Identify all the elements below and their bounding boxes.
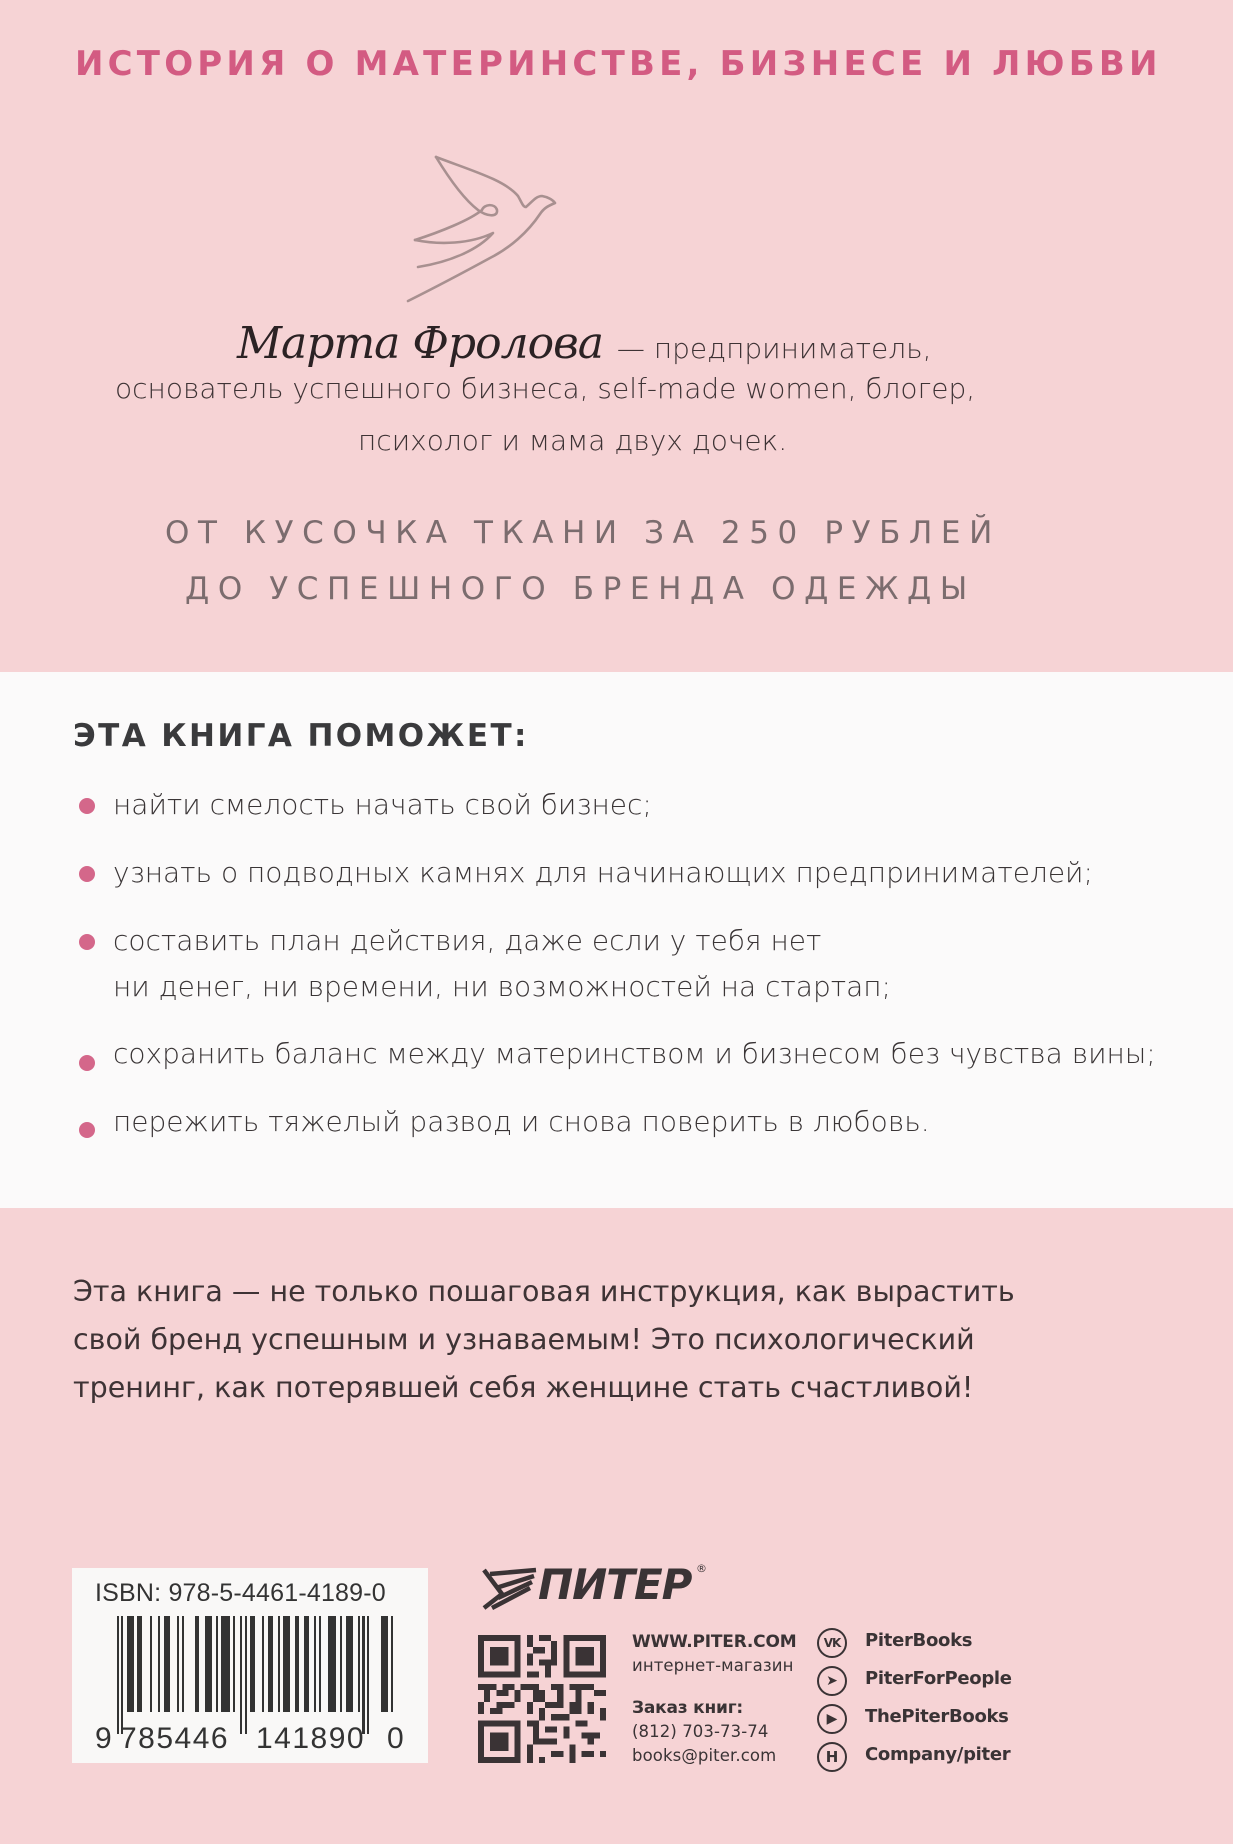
benefit-item: пережить тяжелый развод и снова поверить в любовь. <box>113 1105 930 1138</box>
vk-icon[interactable]: VK <box>817 1628 847 1658</box>
registered-mark: ® <box>696 1562 707 1575</box>
paragraph-line: тренинг, как потерявшей себя женщине стать счастливой! <box>73 1371 974 1404</box>
barcode-digits-right: 141890 <box>256 1722 366 1755</box>
isbn-number: ISBN: 978-5-4461-4189-0 <box>95 1579 386 1607</box>
paragraph-line: свой бренд успешным и узнаваемым! Это психологический <box>73 1323 975 1356</box>
benefit-item: узнать о подводных камнях для начинающих предпринимателей; <box>113 856 1093 889</box>
order-phone[interactable]: (812) 703-73-74 <box>632 1722 769 1741</box>
piter-logo-text: ПИТЕР <box>538 1560 692 1609</box>
hh-icon[interactable]: H <box>817 1742 847 1772</box>
social-link-hh[interactable]: Company/piter <box>865 1744 1011 1765</box>
benefit-item: составить план действия, даже если у тебя нет <box>113 924 822 957</box>
bullet-icon <box>79 934 95 950</box>
qr-code-icon[interactable] <box>478 1635 606 1763</box>
author-signature: Марта Фролова <box>237 318 603 369</box>
description-paragraph <box>73 1268 1015 1412</box>
headline: ИСТОРИЯ О МАТЕРИНСТВЕ, БИЗНЕСЕ И ЛЮБВИ <box>75 44 1162 84</box>
website-link[interactable]: WWW.PITER.COM <box>632 1632 797 1652</box>
barcode-digits-left: 785446 <box>120 1722 230 1755</box>
piter-book-icon <box>480 1564 540 1612</box>
piter-logo <box>480 1562 712 1614</box>
paragraph-line: Эта книга — не только пошаговая инструкция, как вырастить <box>73 1275 1015 1308</box>
bullet-icon <box>79 866 95 882</box>
youtube-play-icon[interactable]: ▶ <box>817 1704 847 1734</box>
social-link-youtube[interactable]: ThePiterBooks <box>865 1706 1009 1727</box>
bullet-icon <box>79 1055 95 1071</box>
author-intro-line <box>237 318 932 369</box>
social-link-telegram[interactable]: PiterForPeople <box>865 1668 1012 1689</box>
barcode-digit-addon: 0 <box>387 1722 404 1755</box>
author-description-line: основатель успешного бизнеса, self-made women, блогер, <box>115 372 976 405</box>
author-role: — предприниматель, <box>616 332 932 365</box>
author-description-line: психолог и мама двух дочек. <box>358 424 788 457</box>
order-email[interactable]: books@piter.com <box>632 1746 777 1765</box>
benefit-item: сохранить баланс между материнством и бизнесом без чувства вины; <box>113 1037 1156 1070</box>
bullet-icon <box>79 1122 95 1138</box>
website-caption: интернет-магазин <box>632 1656 794 1675</box>
bullet-icon <box>79 798 95 814</box>
social-link-vk[interactable]: PiterBooks <box>865 1630 973 1651</box>
subtitle-line: ОТ КУСОЧКА ТКАНИ ЗА 250 РУБЛЕЙ <box>165 515 1001 551</box>
benefits-title: ЭТА КНИГА ПОМОЖЕТ: <box>73 718 529 754</box>
telegram-icon[interactable]: ➤ <box>817 1666 847 1696</box>
subtitle-line: ДО УСПЕШНОГО БРЕНДА ОДЕЖДЫ <box>185 571 976 607</box>
benefit-item: найти смелость начать свой бизнес; <box>113 788 652 821</box>
benefit-item-continuation: ни денег, ни времени, ни возможностей на стартап; <box>113 970 891 1003</box>
order-label: Заказ книг: <box>632 1698 744 1718</box>
bird-illustration-icon <box>400 150 565 310</box>
barcode-icon <box>117 1616 402 1734</box>
barcode-digit-first: 9 <box>95 1722 112 1755</box>
